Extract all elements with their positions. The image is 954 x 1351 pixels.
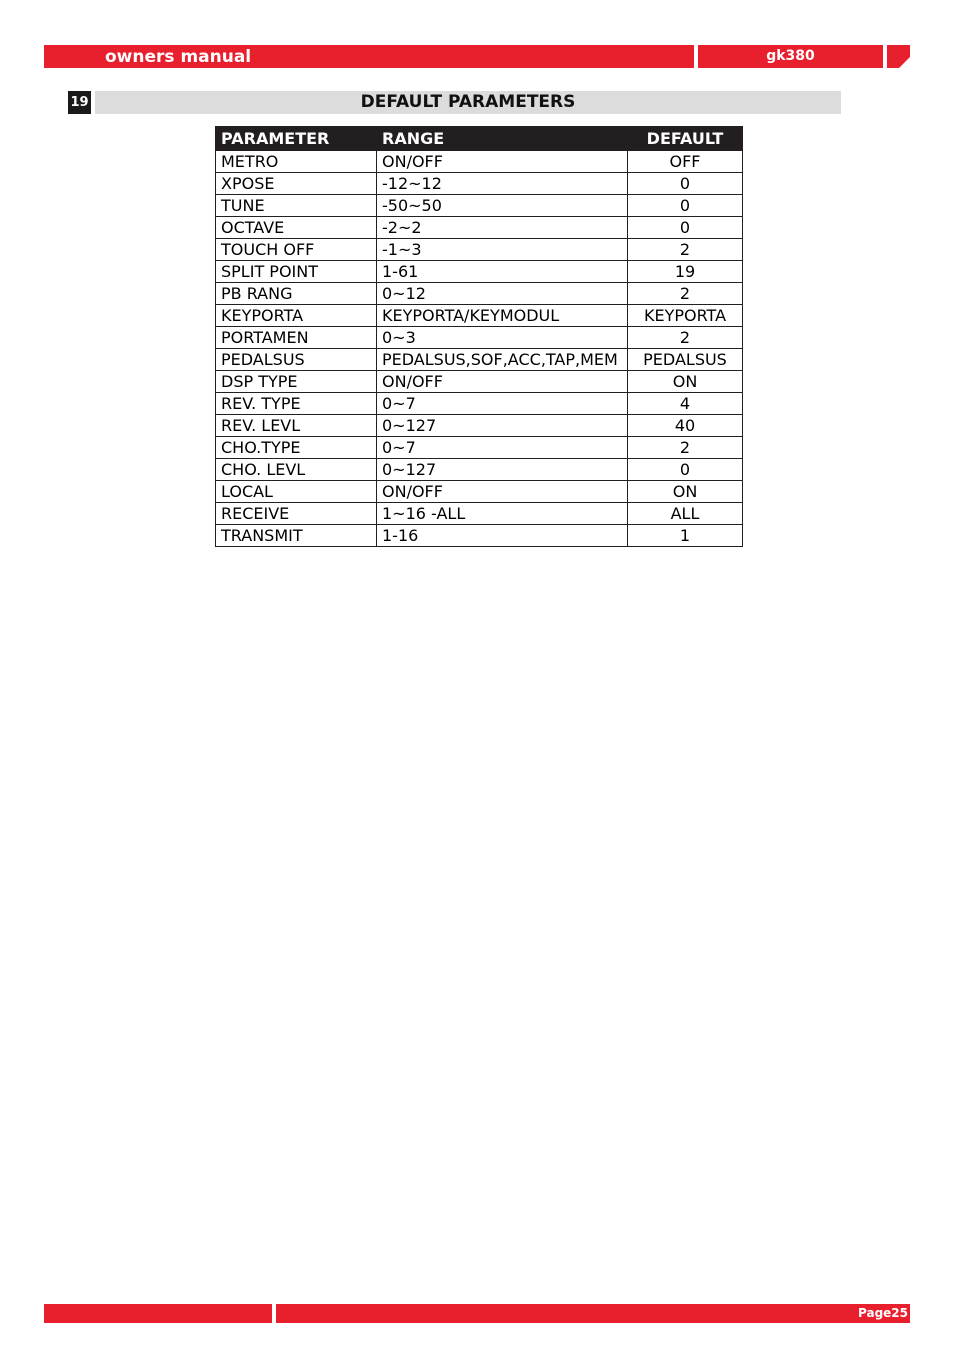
default-cell: 1 [628,525,743,547]
default-cell: ON [628,371,743,393]
column-header-parameter: PARAMETER [216,127,377,151]
default-cell: 2 [628,239,743,261]
default-cell: 2 [628,283,743,305]
table-row [216,349,743,371]
range-cell: 0~3 [377,327,628,349]
table-header-row [216,127,743,151]
parameter-cell: CHO. LEVL [216,459,377,481]
table-row [216,261,743,283]
manual-title: owners manual [105,47,252,67]
default-cell: 0 [628,173,743,195]
section-number: 19 [68,91,91,114]
table-row [216,305,743,327]
column-header-default: DEFAULT [628,127,743,151]
range-cell: 0~127 [377,415,628,437]
table-row [216,217,743,239]
table-row [216,371,743,393]
table-row [216,481,743,503]
table-row [216,415,743,437]
range-cell: 0~12 [377,283,628,305]
range-cell: -2~2 [377,217,628,239]
range-cell: ON/OFF [377,481,628,503]
range-cell: KEYPORTA/KEYMODUL [377,305,628,327]
default-cell: PEDALSUS [628,349,743,371]
parameter-cell: METRO [216,151,377,173]
range-cell: 1-61 [377,261,628,283]
table-row [216,283,743,305]
parameter-cell: REV. LEVL [216,415,377,437]
range-cell: 1~16 -ALL [377,503,628,525]
footer-bar-left [44,1304,272,1323]
range-cell: -12~12 [377,173,628,195]
default-parameters-table [215,126,743,547]
parameter-cell: XPOSE [216,173,377,195]
default-cell: 2 [628,327,743,349]
default-cell: 4 [628,393,743,415]
column-header-range: RANGE [377,127,628,151]
parameter-cell: PEDALSUS [216,349,377,371]
table-row [216,151,743,173]
footer-bar-right [276,1304,910,1323]
table-row [216,327,743,349]
range-cell: PEDALSUS,SOF,ACC,TAP,MEM [377,349,628,371]
default-cell: ON [628,481,743,503]
parameter-cell: TOUCH OFF [216,239,377,261]
default-cell: ALL [628,503,743,525]
table-row [216,239,743,261]
table-row [216,437,743,459]
table-row [216,503,743,525]
default-cell: 40 [628,415,743,437]
parameter-cell: KEYPORTA [216,305,377,327]
default-cell: 0 [628,195,743,217]
parameter-cell: OCTAVE [216,217,377,239]
parameter-cell: DSP TYPE [216,371,377,393]
parameter-cell: LOCAL [216,481,377,503]
range-cell: 0~7 [377,437,628,459]
default-cell: OFF [628,151,743,173]
table-row [216,195,743,217]
range-cell: ON/OFF [377,151,628,173]
default-cell: 2 [628,437,743,459]
page-number: Page25 [858,1306,908,1320]
default-cell: 0 [628,217,743,239]
parameter-cell: PB RANG [216,283,377,305]
parameter-cell: TRANSMIT [216,525,377,547]
default-cell: 0 [628,459,743,481]
default-cell: 19 [628,261,743,283]
corner-tab-shape [887,45,910,68]
table-row [216,173,743,195]
section-title: DEFAULT PARAMETERS [360,92,576,112]
parameter-cell: RECEIVE [216,503,377,525]
range-cell: -50~50 [377,195,628,217]
range-cell: 0~127 [377,459,628,481]
table-row [216,525,743,547]
parameter-cell: PORTAMEN [216,327,377,349]
table-row [216,393,743,415]
range-cell: ON/OFF [377,371,628,393]
range-cell: -1~3 [377,239,628,261]
table-row [216,459,743,481]
parameter-cell: TUNE [216,195,377,217]
default-cell: KEYPORTA [628,305,743,327]
parameter-cell: CHO.TYPE [216,437,377,459]
range-cell: 1-16 [377,525,628,547]
model-name: gk380 [766,48,815,64]
parameter-cell: SPLIT POINT [216,261,377,283]
parameter-cell: REV. TYPE [216,393,377,415]
range-cell: 0~7 [377,393,628,415]
